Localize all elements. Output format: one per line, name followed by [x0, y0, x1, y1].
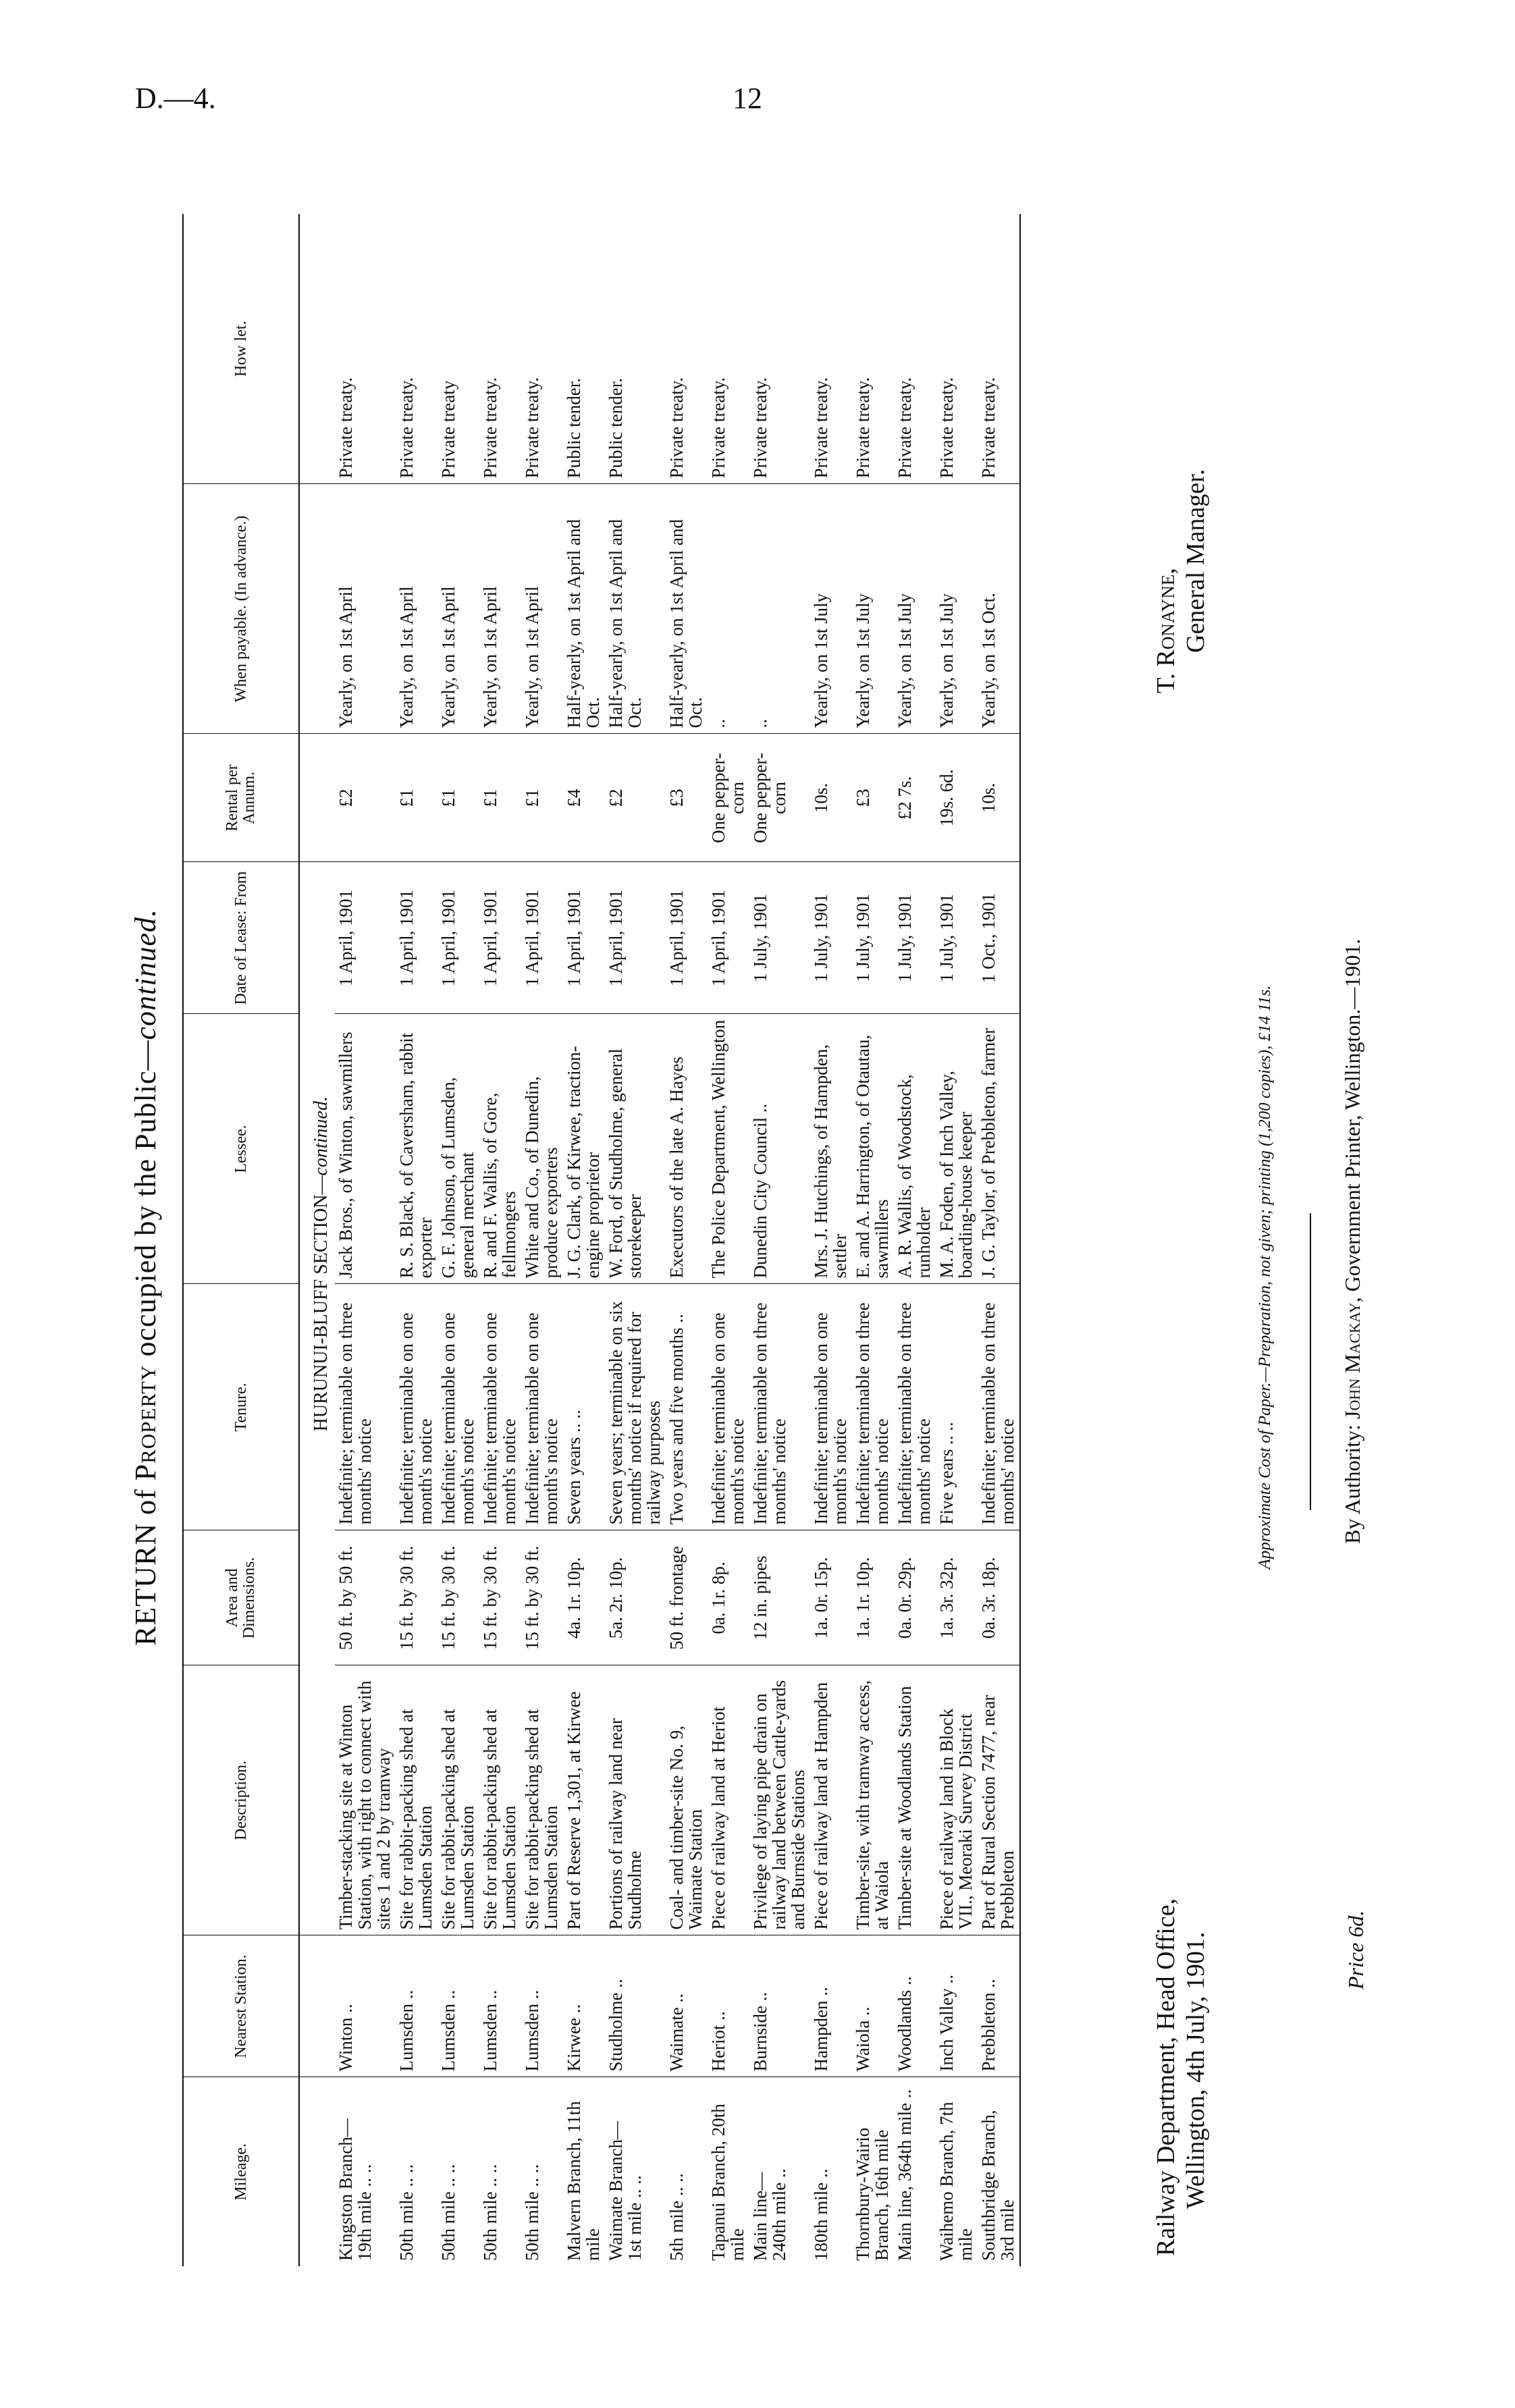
how-let-cell: Private treaty — [437, 214, 479, 484]
mileage-cell: 50th mile .. .. — [480, 2164, 500, 2261]
payable-cell: Yearly, on 1st July — [894, 484, 936, 734]
station-cell: Lumsden .. — [396, 1935, 437, 2077]
tenure-cell: Seven years; terminable on six months' notice if required for railway purposes — [605, 1284, 666, 1530]
section-heading — [299, 862, 335, 1665]
authority-prefix: By Authority: — [1340, 1419, 1364, 1544]
area-cell: 15 ft. by 30 ft. — [437, 1530, 479, 1665]
description-cell: Piece of railway land at Heriot — [708, 1665, 749, 1935]
rental-cell: £1 — [437, 734, 479, 862]
title-prefix: RETURN of — [129, 1480, 162, 1647]
date-cell: 1 April, 1901 — [605, 862, 666, 1014]
date-cell: 1 July, 1901 — [936, 862, 978, 1014]
col-header-rental: Rental per Annum. — [183, 734, 299, 862]
mileage-cell: Kingston Branch— 19th mile .. .. — [336, 2118, 375, 2261]
mileage-cell: Tapanui Branch, 20th mile — [708, 2104, 747, 2261]
lessee-cell: Mrs. J. Hutchings, of Hampden, settler — [810, 1014, 852, 1284]
station-cell: Inch Valley .. — [936, 1935, 978, 2077]
office-line-1: Railway Department, Head Office, — [1152, 1898, 1180, 2256]
tenure-cell: Two years and five months .. — [666, 1284, 708, 1530]
tenure-cell: Indefinite; terminable on one month's notice — [810, 1284, 852, 1530]
tenure-cell: Indefinite; terminable on three months' notice — [852, 1284, 894, 1530]
station-cell: Kirwee .. — [563, 1935, 605, 2077]
station-cell: Hampden .. — [810, 1935, 852, 2077]
table-row — [521, 214, 563, 2266]
mileage-cell: Malvern Branch, 11th mile — [564, 2101, 603, 2261]
area-cell: 1a. 1r. 10p. — [852, 1530, 894, 1665]
col-header-how-let: How let. — [183, 214, 299, 484]
office-address — [1151, 1898, 1211, 2256]
document-reference: D.—4. — [135, 82, 216, 115]
station-cell: Lumsden .. — [521, 1935, 563, 2077]
date-cell: 1 April, 1901 — [666, 862, 708, 1014]
lessee-cell: J. G. Clark, of Kirwee, traction-engine proprietor — [563, 1014, 605, 1284]
area-cell: 0a. 0r. 29p. — [894, 1530, 936, 1665]
payable-cell: Yearly, on 1st Oct. — [978, 484, 1020, 734]
rental-cell: £2 — [605, 734, 666, 862]
area-cell: 5a. 2r. 10p. — [605, 1530, 666, 1665]
rental-cell: £3 — [666, 734, 708, 862]
tenure-cell: Indefinite; terminable on three months' notice — [894, 1284, 936, 1530]
section-row — [299, 214, 335, 2266]
date-cell: 1 April, 1901 — [708, 862, 749, 1014]
how-let-cell: Private treaty. — [749, 214, 810, 484]
how-let-cell: Private treaty. — [396, 214, 437, 484]
table-row — [749, 214, 810, 2266]
authority-suffix: , Government Printer, Wellington.—1901. — [1340, 938, 1364, 1303]
date-cell: 1 July, 1901 — [810, 862, 852, 1014]
rental-cell: One pepper-corn — [749, 734, 810, 862]
payable-cell: Yearly, on 1st April — [479, 484, 521, 734]
table-row — [396, 214, 437, 2266]
how-let-cell: Private treaty. — [936, 214, 978, 484]
tenure-cell: Five years .. .. — [936, 1284, 978, 1530]
how-let-cell: Private treaty. — [521, 214, 563, 484]
payable-cell: Yearly, on 1st July — [810, 484, 852, 734]
how-let-cell: Private treaty. — [335, 214, 396, 484]
table-row — [810, 214, 852, 2266]
tenure-cell: Indefinite; terminable on one month's notice — [479, 1284, 521, 1530]
payable-cell: Yearly, on 1st July — [852, 484, 894, 734]
section-title: HURUNUI-BLUFF SECTION— — [311, 1175, 331, 1432]
rental-cell: 10s. — [810, 734, 852, 862]
description-cell: Site for rabbit-packing shed at Lumsden Station — [479, 1665, 521, 1935]
payable-cell: Yearly, on 1st April — [437, 484, 479, 734]
lessee-cell: W. Ford, of Studholme, general storekeeper — [605, 1014, 666, 1284]
area-cell: 50 ft. frontage — [666, 1530, 708, 1665]
property-return-table — [182, 214, 1021, 2266]
area-cell: 4a. 1r. 10p. — [563, 1530, 605, 1665]
area-cell: 12 in. pipes — [749, 1530, 810, 1665]
area-cell: 15 ft. by 30 ft. — [396, 1530, 437, 1665]
payable-cell: Yearly, on 1st April — [521, 484, 563, 734]
approximate-cost-note: Approximate Cost of Paper.—Preparation, not given; printing (1,200 copies), £14 11s. — [1256, 985, 1274, 1570]
tenure-cell: Indefinite; terminable on three months' notice — [749, 1284, 810, 1530]
payable-cell: .. — [708, 484, 749, 734]
description-cell: Piece of railway land in Block VII., Meoraki Survey District — [936, 1665, 978, 1935]
tenure-cell: Indefinite; terminable on one month's notice — [396, 1284, 437, 1530]
office-line-2: Wellington, 4th July, 1901. — [1181, 1931, 1210, 2209]
title-smallcaps: Property — [129, 1364, 162, 1481]
description-cell: Site for rabbit-packing shed at Lumsden Station — [521, 1665, 563, 1935]
date-cell: 1 April, 1901 — [563, 862, 605, 1014]
mileage-cell: 180th mile .. — [811, 2168, 831, 2261]
price-note: Price 6d. — [1344, 1910, 1368, 1989]
col-header-area: Area and Dimensions. — [183, 1530, 299, 1665]
description-cell: Portions of railway land near Studholme — [605, 1665, 666, 1935]
payable-cell: Half-yearly, on 1st April and Oct. — [666, 484, 708, 734]
date-cell: 1 July, 1901 — [894, 862, 936, 1014]
description-cell: Timber-site, with tramway access, at Waiola — [852, 1665, 894, 1935]
rental-cell: £1 — [396, 734, 437, 862]
table-row — [894, 214, 936, 2266]
description-cell: Privilege of laying pipe drain on railway land between Cattle-yards and Burnside Stations — [749, 1665, 810, 1935]
payable-cell: .. — [749, 484, 810, 734]
lessee-cell: J. G. Taylor, of Prebbleton, farmer — [978, 1014, 1020, 1284]
date-cell: 1 April, 1901 — [335, 862, 396, 1014]
table-row — [852, 214, 894, 2266]
footer-rule — [1310, 1213, 1311, 1510]
rental-cell: One pepper-corn — [708, 734, 749, 862]
how-let-cell: Private treaty. — [852, 214, 894, 484]
tenure-cell: Seven years .. .. — [563, 1284, 605, 1530]
area-cell: 1a. 0r. 15p. — [810, 1530, 852, 1665]
table-row — [936, 214, 978, 2266]
area-cell: 1a. 3r. 32p. — [936, 1530, 978, 1665]
lessee-cell: G. F. Johnson, of Lumsden, general merchant — [437, 1014, 479, 1284]
mileage-cell: Main line— 240th mile .. — [750, 2168, 789, 2261]
rental-cell: 10s. — [978, 734, 1020, 862]
tenure-cell: Indefinite; terminable on three months' notice — [978, 1284, 1020, 1530]
mileage-cell: 50th mile .. .. — [438, 2164, 458, 2261]
date-cell: 1 July, 1901 — [749, 862, 810, 1014]
lessee-cell: Dunedin City Council .. — [749, 1014, 810, 1284]
description-cell: Timber-site at Woodlands Station — [894, 1665, 936, 1935]
rental-cell: £4 — [563, 734, 605, 862]
rental-cell: £2 7s. — [894, 734, 936, 862]
table-row — [437, 214, 479, 2266]
col-header-lessee: Lessee. — [183, 1014, 299, 1284]
authority-name: John Mackay — [1340, 1302, 1364, 1420]
tenure-cell: Indefinite; terminable on one month's notice — [521, 1284, 563, 1530]
table-row — [563, 214, 605, 2266]
station-cell: Prebbleton .. — [978, 1935, 1020, 2077]
page-number: 12 — [733, 82, 762, 115]
col-header-station: Nearest Station. — [183, 1935, 299, 2077]
date-cell: 1 April, 1901 — [437, 862, 479, 1014]
station-cell: Winton .. — [335, 1935, 396, 2077]
station-cell: Woodlands .. — [894, 1935, 936, 2077]
station-cell: Burnside .. — [749, 1935, 810, 2077]
rental-cell: £3 — [852, 734, 894, 862]
tenure-cell: Indefinite; terminable on three months' notice — [335, 1284, 396, 1530]
tenure-cell: Indefinite; terminable on one month's notice — [708, 1284, 749, 1530]
description-cell: Coal- and timber-site No. 9, Waimate Station — [666, 1665, 708, 1935]
date-cell: 1 April, 1901 — [479, 862, 521, 1014]
mileage-cell: 50th mile .. .. — [396, 2164, 417, 2261]
description-cell: Timber-stacking site at Winton Station, with right to connect with sites 1 and 2 by tramway — [335, 1665, 396, 1935]
col-header-description: Description. — [183, 1665, 299, 1935]
mileage-cell: Waimate Branch— 1st mile .. .. — [606, 2121, 645, 2261]
table-row — [666, 214, 708, 2266]
station-cell: Studholme .. — [605, 1935, 666, 2077]
lessee-cell: E. and A. Harrington, of Otautau, sawmillers — [852, 1014, 894, 1284]
description-cell: Part of Rural Section 7477, near Prebbleton — [978, 1665, 1020, 1935]
title-mid: occupied by the Public— — [129, 1040, 162, 1365]
col-header-tenure: Tenure. — [183, 1284, 299, 1530]
lessee-cell: Executors of the late A. Hayes — [666, 1014, 708, 1284]
date-cell: 1 Oct., 1901 — [978, 862, 1020, 1014]
how-let-cell: Private treaty. — [978, 214, 1020, 484]
col-header-mileage: Mileage. — [183, 2077, 299, 2266]
page-title — [128, 146, 163, 2408]
station-cell: Lumsden .. — [437, 1935, 479, 2077]
lessee-cell: Jack Bros., of Winton, sawmillers — [335, 1014, 396, 1284]
mileage-cell: 5th mile .. .. — [666, 2173, 687, 2261]
mileage-cell: Southbridge Branch, 3rd mile — [978, 2077, 1020, 2266]
tenure-cell: Indefinite; terminable on one month's notice — [437, 1284, 479, 1530]
signature-block — [1151, 469, 1211, 693]
table-row — [335, 214, 396, 2266]
table-row — [479, 214, 521, 2266]
rental-cell: £1 — [521, 734, 563, 862]
table-body — [299, 214, 1020, 2266]
how-let-cell: Private treaty. — [479, 214, 521, 484]
how-let-cell: Public tender. — [563, 214, 605, 484]
table-row — [978, 214, 1020, 2266]
rental-cell: £1 — [479, 734, 521, 862]
date-cell: 1 July, 1901 — [852, 862, 894, 1014]
station-cell: Waiola .. — [852, 1935, 894, 2077]
lessee-cell: M. A. Foden, of Inch Valley, boarding-house keeper — [936, 1014, 978, 1284]
payable-cell: Half-yearly, on 1st April and Oct. — [563, 484, 605, 734]
payable-cell: Yearly, on 1st April — [396, 484, 437, 734]
payable-cell: Half-yearly, on 1st April and Oct. — [605, 484, 666, 734]
how-let-cell: Private treaty. — [708, 214, 749, 484]
table-row — [605, 214, 666, 2266]
mileage-cell: Thornbury-Wairio Branch, 16th mile — [853, 2127, 892, 2261]
description-cell: Site for rabbit-packing shed at Lumsden Station — [396, 1665, 437, 1935]
description-cell: Part of Reserve 1,301, at Kirwee — [563, 1665, 605, 1935]
station-cell: Waimate .. — [666, 1935, 708, 2077]
signer-title: General Manager. — [1181, 469, 1210, 653]
payable-cell: Yearly, on 1st April — [335, 484, 396, 734]
how-let-cell: Public tender. — [605, 214, 666, 484]
lessee-cell: R. and F. Wallis, of Gore, fellmongers — [479, 1014, 521, 1284]
table-row — [708, 214, 749, 2266]
how-let-cell: Private treaty. — [810, 214, 852, 484]
how-let-cell: Private treaty. — [894, 214, 936, 484]
table-header-row — [183, 214, 299, 2266]
lessee-cell: R. S. Black, of Caversham, rabbit exporter — [396, 1014, 437, 1284]
area-cell: 15 ft. by 30 ft. — [479, 1530, 521, 1665]
area-cell: 0a. 3r. 18p. — [978, 1530, 1020, 1665]
station-cell: Lumsden .. — [479, 1935, 521, 2077]
area-cell: 15 ft. by 30 ft. — [521, 1530, 563, 1665]
date-cell: 1 April, 1901 — [396, 862, 437, 1014]
rental-cell: 19s. 6d. — [936, 734, 978, 862]
rental-cell: £2 — [335, 734, 396, 862]
area-cell: 50 ft. by 50 ft. — [335, 1530, 396, 1665]
col-header-payable: When payable. (In advance.) — [183, 484, 299, 734]
mileage-cell: Main line, 364th mile .. — [895, 2089, 915, 2261]
station-cell: Heriot .. — [708, 1935, 749, 2077]
signer-name: T. Ronayne, — [1152, 568, 1180, 693]
lessee-cell: White and Co., of Dunedin, produce exporters — [521, 1014, 563, 1284]
description-cell: Site for rabbit-packing shed at Lumsden Station — [437, 1665, 479, 1935]
rotated-page-content — [0, 146, 1384, 2408]
lessee-cell: The Police Department, Wellington — [708, 1014, 749, 1284]
col-header-date: Date of Lease: From — [183, 862, 299, 1014]
mileage-cell: Waihemo Branch, 7th mile — [936, 2102, 976, 2261]
mileage-cell: 50th mile .. .. — [522, 2164, 542, 2261]
payable-cell: Yearly, on 1st July — [936, 484, 978, 734]
section-title-continued: continued. — [311, 1096, 331, 1176]
description-cell: Piece of railway land at Hampden — [810, 1665, 852, 1935]
how-let-cell: Private treaty. — [666, 214, 708, 484]
date-cell: 1 April, 1901 — [521, 862, 563, 1014]
printer-authority — [1340, 939, 1365, 1544]
area-cell: 0a. 1r. 8p. — [708, 1530, 749, 1665]
title-continued: continued. — [129, 908, 162, 1040]
lessee-cell: A. R. Wallis, of Woodstock, runholder — [894, 1014, 936, 1284]
